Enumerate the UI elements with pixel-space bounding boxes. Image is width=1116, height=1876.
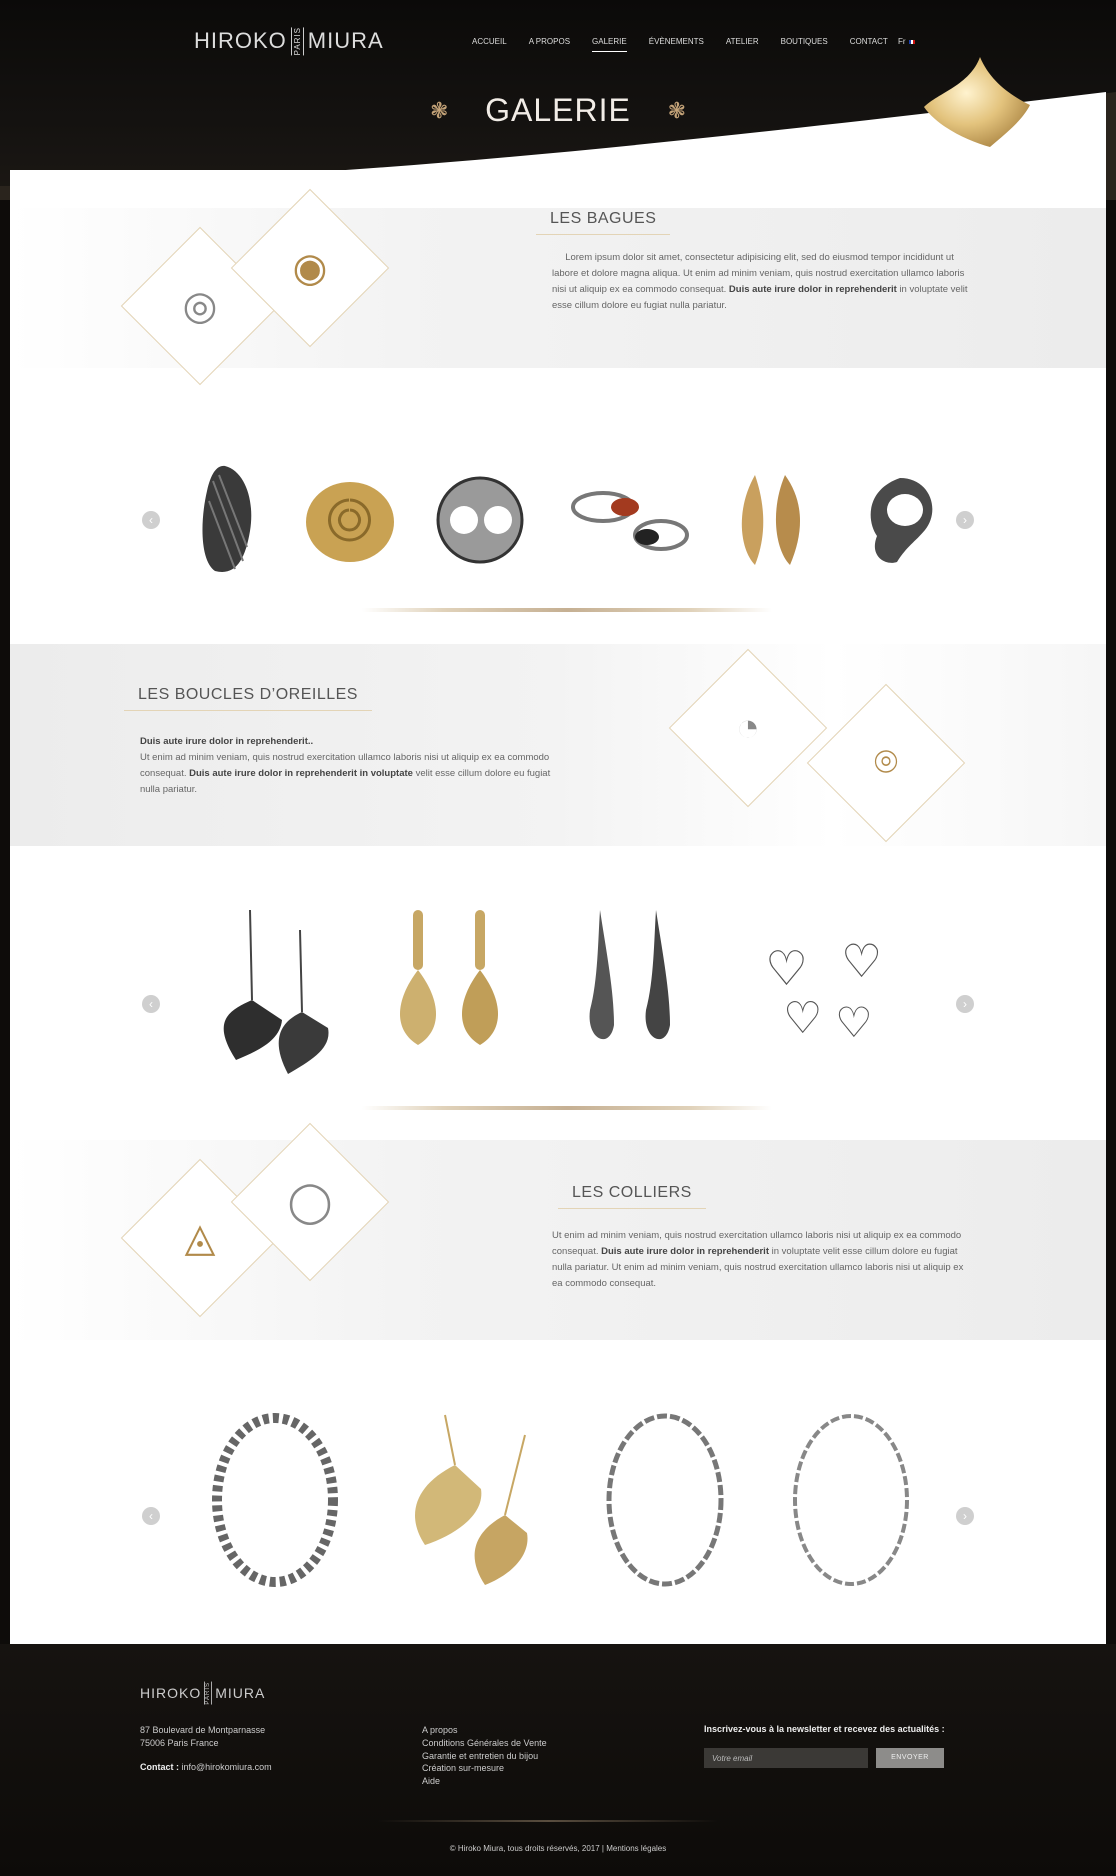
section-title-bagues: LES BAGUES <box>536 210 670 235</box>
section-title-boucles: LES BOUCLES D’OREILLES <box>124 686 372 711</box>
nav-contact[interactable]: CONTACT <box>849 37 888 46</box>
ring-icon <box>195 461 265 579</box>
carousel-item[interactable] <box>750 900 910 1080</box>
section-text-colliers-bold: Duis aute irure dolor in reprehenderit <box>601 1246 769 1257</box>
earring-icon <box>570 900 690 1080</box>
nav-atelier[interactable]: ATELIER <box>725 37 759 46</box>
brand-logo[interactable] <box>194 27 384 55</box>
newsletter-submit-button[interactable]: ENVOYER <box>876 1748 944 1768</box>
svg-text:♡: ♡ <box>835 998 873 1047</box>
ring-icon <box>725 470 815 570</box>
section-text-bagues-end: in voluptate velit esse cillum dolore eu fugiat nulla pariatur. <box>552 284 968 311</box>
ring-icon <box>432 472 528 568</box>
address-line-1: 87 Boulevard de Montparnasse <box>140 1725 266 1735</box>
ring-icon <box>855 470 945 570</box>
boucles-carousel <box>10 890 1106 1090</box>
chevron-left-icon[interactable]: ‹ <box>142 511 160 529</box>
chevron-right-icon[interactable]: › <box>956 995 974 1013</box>
copyright: © Hiroko Miura, tous droits réservés, 2017 | Mentions légales <box>449 1844 667 1853</box>
section-text-bagues-bold: Duis aute irure dolor in reprehenderit <box>728 284 897 295</box>
brand-name-mid: PARIS <box>205 1682 212 1705</box>
flourish-icon: ❃ <box>430 97 449 123</box>
carousel-item[interactable] <box>560 460 700 580</box>
carousel-item[interactable] <box>190 900 350 1080</box>
section-text-colliers-plain: Ut enim ad minim veniam, quis nostrud exercitation ullamco laboris nisi ut aliquip ex ea commodo consequat. <box>552 1230 962 1257</box>
nav-evenements[interactable]: ÉVÈNEMENTS <box>648 37 704 46</box>
brand-name-right: MIURA <box>215 1685 266 1702</box>
section-text-boucles-plain: Ut enim ad minim veniam, quis nostrud exercitation ullamco laboris nisi ut aliquip ex ea commodo consequat. <box>140 752 550 779</box>
colliers-carousel <box>10 1390 1106 1610</box>
svg-text:♡: ♡ <box>765 941 809 997</box>
newsletter-label: Inscrivez-vous à la newsletter et recevez des actualités : <box>704 1724 945 1734</box>
contact-email[interactable]: info@hirokomiura.com <box>179 1762 272 1772</box>
necklace-icon: ◯ <box>287 1180 333 1224</box>
earring-icon: ⌾ <box>874 740 898 785</box>
ring-icon <box>300 470 400 570</box>
language-label: Fr <box>898 37 906 46</box>
page-title: GALERIE <box>485 92 631 128</box>
ring-icon <box>565 475 695 565</box>
section-text-bagues-plain: Lorem ipsum dolor sit amet, consectetur adipisicing elit, sed do eiusmod tempor incididunt ut labore et dolore magna aliqua. Ut enim ad minim veniam, quis nostrud exercitation ullamco laboris nisi ut aliquip ex ea commodo consequat. <box>552 252 965 295</box>
section-text-boucles <box>140 734 560 798</box>
chevron-left-icon[interactable]: ‹ <box>142 1507 160 1525</box>
flag-icon <box>909 40 915 44</box>
nav-a-propos[interactable]: A PROPOS <box>528 37 571 46</box>
footer-divider <box>378 1820 718 1822</box>
carousel-item[interactable] <box>200 1400 350 1600</box>
necklace-icon <box>781 1405 921 1595</box>
carousel-item[interactable] <box>370 900 530 1080</box>
contact-label: Contact : <box>140 1762 179 1772</box>
nav-galerie[interactable]: GALERIE <box>592 37 627 52</box>
section-text-boucles-bold: Duis aute irure dolor in reprehenderit in voluptate <box>189 768 413 779</box>
language-selector[interactable] <box>898 37 915 46</box>
carousel-item[interactable] <box>290 460 410 580</box>
chevron-right-icon[interactable]: › <box>956 1507 974 1525</box>
necklace-icon <box>595 1405 735 1595</box>
address-line-2: 75006 Paris France <box>140 1738 219 1748</box>
section-text-colliers <box>552 1228 972 1292</box>
section-text-boucles-lead: Duis aute irure dolor in reprehenderit.. <box>140 736 314 747</box>
nav-boutiques[interactable]: BOUTIQUES <box>780 37 828 46</box>
necklace-icon <box>205 1405 345 1595</box>
earring-icon <box>375 900 525 1080</box>
carousel-item[interactable] <box>560 900 700 1080</box>
carousel-item[interactable] <box>420 460 540 580</box>
newsletter-email-input[interactable] <box>704 1748 868 1768</box>
footer-link-a-propos[interactable]: A propos <box>422 1725 458 1735</box>
svg-text:♡: ♡ <box>783 993 823 1044</box>
earring-icon <box>200 900 340 1080</box>
brand-name-right: MIURA <box>307 28 384 54</box>
ring-icon: ◎ <box>182 284 218 328</box>
carousel-item[interactable] <box>710 460 830 580</box>
page-title-block <box>430 92 686 129</box>
brand-name-left: HIROKO <box>194 28 287 54</box>
section-divider <box>362 1106 772 1110</box>
bagues-carousel <box>10 450 1106 590</box>
footer-link-aide[interactable]: Aide <box>422 1776 441 1787</box>
section-divider <box>362 608 772 612</box>
footer-brand-logo[interactable] <box>140 1682 265 1705</box>
svg-text:♡: ♡ <box>841 934 883 988</box>
brand-name-left: HIROKO <box>140 1685 202 1702</box>
section-text-boucles-end: velit esse cillum dolore eu fugiat nulla pariatur. <box>140 768 551 795</box>
main-nav <box>472 37 910 52</box>
gallery-content <box>10 170 1106 1644</box>
ring-icon: ◉ <box>292 246 328 290</box>
section-text-colliers-end: in voluptate velit esse cillum dolore eu fugiat nulla pariatur. Ut enim ad minim veniam, quis nostrud exercitation ullamco laboris nisi ut aliquip ex ea commodo consequat. <box>552 1246 964 1289</box>
footer-link-cgv[interactable]: Conditions Générales de Vente <box>422 1737 547 1748</box>
carousel-item[interactable] <box>170 460 290 580</box>
carousel-item[interactable] <box>590 1400 740 1600</box>
flourish-icon: ❃ <box>667 97 686 123</box>
footer-links <box>422 1724 547 1788</box>
chevron-right-icon[interactable]: › <box>956 511 974 529</box>
earring-icon <box>755 915 905 1065</box>
section-text-bagues <box>552 250 972 314</box>
site-footer <box>0 1644 1116 1876</box>
carousel-item[interactable] <box>776 1400 926 1600</box>
necklace-icon: ◬ <box>184 1216 216 1260</box>
section-title-colliers: LES COLLIERS <box>558 1184 706 1209</box>
necklace-icon <box>385 1405 555 1595</box>
footer-link-garantie[interactable]: Garantie et entretien du bijou <box>422 1750 539 1761</box>
chevron-left-icon[interactable]: ‹ <box>142 995 160 1013</box>
footer-address <box>140 1724 265 1750</box>
footer-link-creation[interactable]: Création sur-mesure <box>422 1763 505 1774</box>
earring-icon: ◔ <box>735 705 761 750</box>
gold-pendant-image <box>918 55 1036 150</box>
nav-accueil[interactable]: ACCUEIL <box>472 37 507 46</box>
footer-contact <box>140 1762 272 1772</box>
carousel-item[interactable] <box>380 1400 560 1600</box>
carousel-item[interactable] <box>840 460 960 580</box>
brand-name-mid: PARIS <box>292 27 302 56</box>
